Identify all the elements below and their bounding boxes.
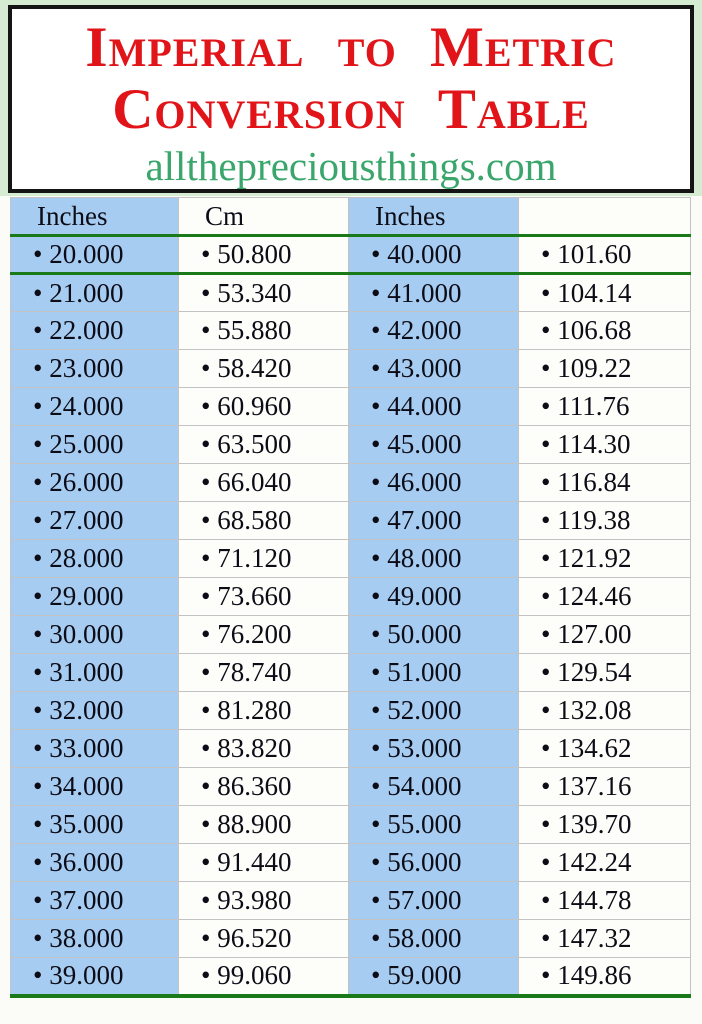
cell-inches-left: • 32.000: [11, 692, 179, 730]
cell-inches-right: • 58.000: [349, 920, 519, 958]
cell-inches-left: • 31.000: [11, 654, 179, 692]
table-row: [11, 540, 691, 578]
cell-inches-right: • 52.000: [349, 692, 519, 730]
cell-cm-left: • 78.740: [179, 654, 349, 692]
cell-inches-right: • 59.000: [349, 958, 519, 996]
cell-cm-left: • 50.800: [179, 236, 349, 274]
cell-inches-right: • 50.000: [349, 616, 519, 654]
cell-cm-left: • 68.580: [179, 502, 349, 540]
cell-inches-left: • 33.000: [11, 730, 179, 768]
cell-cm-right: • 111.76: [519, 388, 691, 426]
cell-inches-right: • 42.000: [349, 312, 519, 350]
cell-cm-right: • 137.16: [519, 768, 691, 806]
table-row: [11, 882, 691, 920]
cell-cm-left: • 96.520: [179, 920, 349, 958]
cell-cm-right: • 127.00: [519, 616, 691, 654]
table-row: [11, 312, 691, 350]
cell-cm-right: • 104.14: [519, 274, 691, 312]
cell-cm-right: • 121.92: [519, 540, 691, 578]
cell-inches-right: • 54.000: [349, 768, 519, 806]
cell-cm-left: • 91.440: [179, 844, 349, 882]
table-row: [11, 426, 691, 464]
cell-cm-right: • 119.38: [519, 502, 691, 540]
page-title-line-1: Imperial to Metric: [85, 16, 617, 79]
cell-cm-left: • 76.200: [179, 616, 349, 654]
cell-inches-right: • 46.000: [349, 464, 519, 502]
cell-cm-right: • 124.46: [519, 578, 691, 616]
title-box: [8, 5, 694, 193]
header-cm-left: Cm: [179, 198, 349, 236]
header-cm-right: [519, 198, 691, 236]
table-row: [11, 502, 691, 540]
table-row: [11, 388, 691, 426]
table-row: [11, 806, 691, 844]
table-header-row: [11, 198, 691, 236]
table-row: [11, 350, 691, 388]
cell-cm-right: • 114.30: [519, 426, 691, 464]
cell-inches-left: • 37.000: [11, 882, 179, 920]
cell-inches-left: • 24.000: [11, 388, 179, 426]
cell-inches-left: • 23.000: [11, 350, 179, 388]
cell-inches-right: • 41.000: [349, 274, 519, 312]
cell-cm-left: • 60.960: [179, 388, 349, 426]
table-row: [11, 616, 691, 654]
table-row: [11, 236, 691, 274]
table-body: [11, 236, 691, 996]
cell-cm-left: • 55.880: [179, 312, 349, 350]
cell-cm-left: • 58.420: [179, 350, 349, 388]
cell-cm-right: • 116.84: [519, 464, 691, 502]
cell-cm-left: • 99.060: [179, 958, 349, 996]
cell-inches-right: • 49.000: [349, 578, 519, 616]
cell-inches-right: • 44.000: [349, 388, 519, 426]
conversion-table: [10, 197, 691, 998]
cell-inches-right: • 57.000: [349, 882, 519, 920]
cell-inches-left: • 21.000: [11, 274, 179, 312]
cell-cm-left: • 71.120: [179, 540, 349, 578]
table-row: [11, 730, 691, 768]
cell-inches-right: • 43.000: [349, 350, 519, 388]
cell-cm-right: • 149.86: [519, 958, 691, 996]
cell-inches-left: • 25.000: [11, 426, 179, 464]
cell-inches-right: • 45.000: [349, 426, 519, 464]
cell-cm-right: • 142.24: [519, 844, 691, 882]
table-row: [11, 274, 691, 312]
cell-cm-left: • 81.280: [179, 692, 349, 730]
cell-cm-left: • 88.900: [179, 806, 349, 844]
table-row: [11, 578, 691, 616]
cell-cm-right: • 144.78: [519, 882, 691, 920]
table-header: [11, 198, 691, 236]
cell-inches-right: • 53.000: [349, 730, 519, 768]
page-title-line-2: Conversion Table: [112, 78, 590, 141]
cell-inches-right: • 55.000: [349, 806, 519, 844]
cell-cm-left: • 86.360: [179, 768, 349, 806]
cell-inches-left: • 26.000: [11, 464, 179, 502]
cell-inches-left: • 36.000: [11, 844, 179, 882]
cell-inches-left: • 22.000: [11, 312, 179, 350]
cell-cm-right: • 134.62: [519, 730, 691, 768]
cell-inches-right: • 47.000: [349, 502, 519, 540]
cell-cm-right: • 147.32: [519, 920, 691, 958]
cell-inches-left: • 38.000: [11, 920, 179, 958]
cell-cm-left: • 66.040: [179, 464, 349, 502]
cell-cm-right: • 139.70: [519, 806, 691, 844]
table-row: [11, 692, 691, 730]
cell-inches-left: • 34.000: [11, 768, 179, 806]
header-inches-right: Inches: [349, 198, 519, 236]
table-row: [11, 654, 691, 692]
cell-inches-left: • 20.000: [11, 236, 179, 274]
cell-cm-right: • 106.68: [519, 312, 691, 350]
cell-cm-right: • 101.60: [519, 236, 691, 274]
cell-inches-right: • 48.000: [349, 540, 519, 578]
cell-cm-left: • 93.980: [179, 882, 349, 920]
cell-inches-right: • 56.000: [349, 844, 519, 882]
cell-inches-left: • 28.000: [11, 540, 179, 578]
cell-cm-left: • 73.660: [179, 578, 349, 616]
table-row: [11, 464, 691, 502]
table-row: [11, 958, 691, 996]
table-row: [11, 768, 691, 806]
table-row: [11, 920, 691, 958]
website-text: allthepreciousthings.com: [145, 143, 557, 189]
cell-inches-left: • 29.000: [11, 578, 179, 616]
cell-cm-left: • 63.500: [179, 426, 349, 464]
cell-cm-left: • 53.340: [179, 274, 349, 312]
cell-inches-left: • 30.000: [11, 616, 179, 654]
cell-inches-right: • 51.000: [349, 654, 519, 692]
header-inches-left: Inches: [11, 198, 179, 236]
cell-cm-right: • 129.54: [519, 654, 691, 692]
cell-cm-right: • 132.08: [519, 692, 691, 730]
cell-inches-right: • 40.000: [349, 236, 519, 274]
cell-inches-left: • 39.000: [11, 958, 179, 996]
cell-cm-right: • 109.22: [519, 350, 691, 388]
cell-inches-left: • 35.000: [11, 806, 179, 844]
cell-inches-left: • 27.000: [11, 502, 179, 540]
cell-cm-left: • 83.820: [179, 730, 349, 768]
table-row: [11, 844, 691, 882]
